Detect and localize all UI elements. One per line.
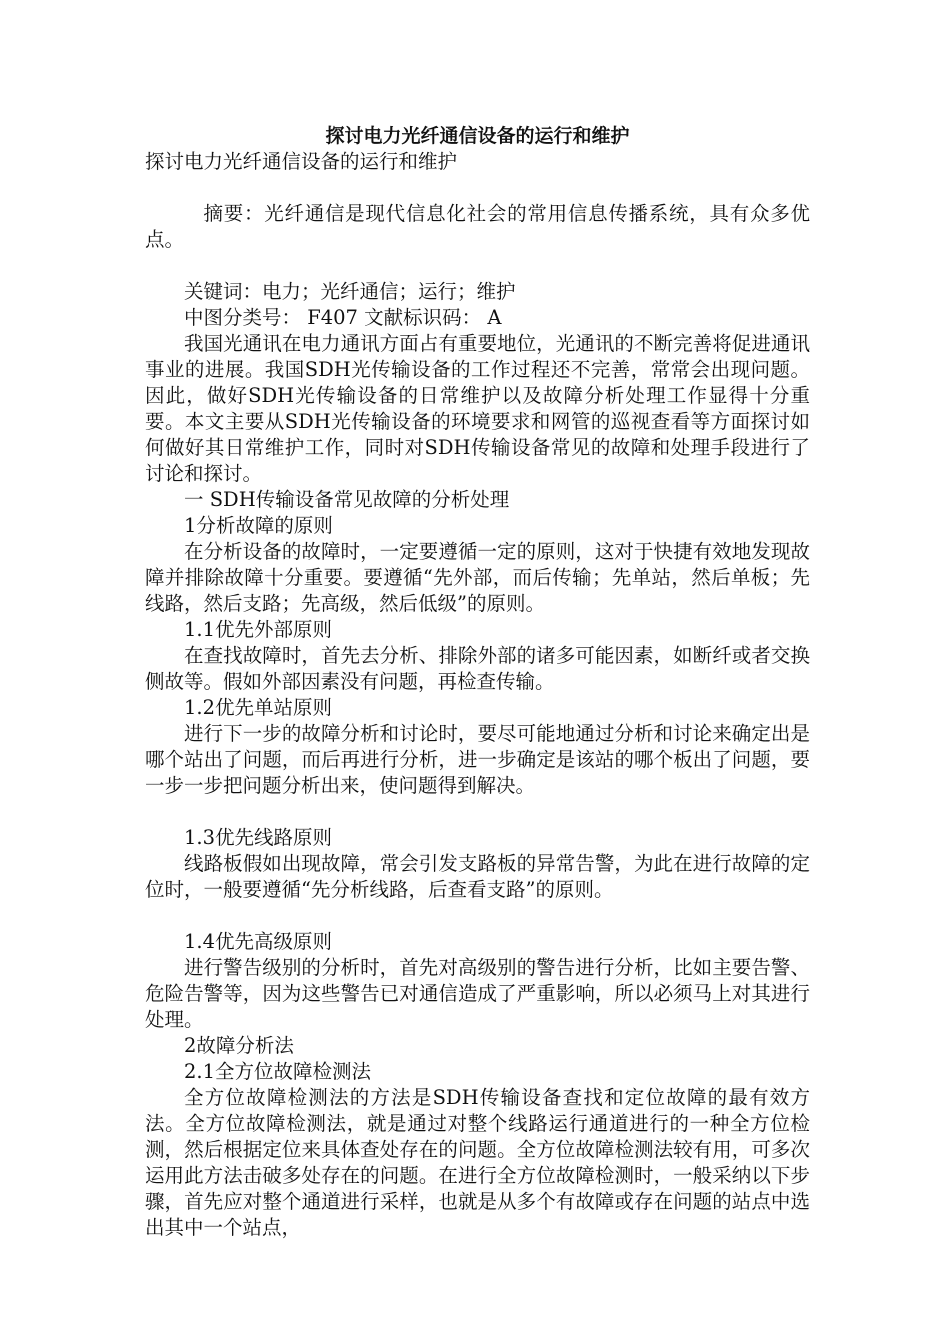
intro-paragraph: 我国光通讯在电力通讯方面占有重要地位，光通讯的不断完善将促进通讯事业的进展。我国SDH光传输设备的工作过程还不完善，常常会出现问题。因此，做好SDH光传输设备的日常维护以及故障分析处理工作显得十分重要。本文主要从SDH光传输设备的环境要求和网管的巡视查看等方面探讨如何做好其日常维护工作，同时对SDH传输设备常见的故障和处理手段进行了讨论和探讨。	[145, 332, 810, 485]
document-subtitle: 探讨电力光纤通信设备的运行和维护	[145, 150, 458, 173]
blank-line	[145, 903, 810, 929]
blank-line	[145, 799, 810, 825]
classification-line: 中图分类号： F407 文献标识码： A	[184, 306, 502, 329]
blank-line	[145, 253, 810, 279]
subsection-heading: 1.3优先线路原则	[184, 826, 333, 849]
section-heading: 一 SDH传输设备常见故障的分析处理	[184, 488, 510, 511]
subsection-heading: 2故障分析法	[184, 1034, 294, 1057]
document-body	[145, 123, 810, 1241]
subsection-heading: 1.2优先单站原则	[184, 696, 333, 719]
abstract-paragraph: 摘要：光纤通信是现代信息化社会的常用信息传播系统，具有众多优点。	[145, 202, 810, 251]
subsection-heading: 1.1优先外部原则	[184, 618, 333, 641]
body-paragraph: 进行下一步的故障分析和讨论时，要尽可能地通过分析和讨论来确定出是哪个站出了问题，而后再进行分析，进一步确定是该站的哪个板出了问题，要一步一步把问题分析出来，使问题得到解决。	[145, 722, 810, 797]
blank-line	[145, 175, 810, 201]
body-paragraph: 在查找故障时，首先去分析、排除外部的诸多可能因素，如断纤或者交换侧故等。假如外部因素没有问题，再检查传输。	[145, 644, 810, 693]
body-paragraph: 全方位故障检测法的方法是SDH传输设备查找和定位故障的最有效方法。全方位故障检测法，就是通过对整个线路运行通道进行的一种全方位检测，然后根据定位来具体查处存在的问题。全方位故障检测法较有用，可多次运用此方法击破多处存在的问题。在进行全方位故障检测时，一般采纳以下步骤，首先应对整个通道进行采样，也就是从多个有故障或存在问题的站点中选出其中一个站点，	[145, 1086, 810, 1239]
subsection-heading: 1.4优先高级原则	[184, 930, 333, 953]
subsection-heading: 2.1全方位故障检测法	[184, 1060, 372, 1083]
body-paragraph: 在分析设备的故障时，一定要遵循一定的原则，这对于快捷有效地发现故障并排除故障十分重要。要遵循“先外部，而后传输；先单站，然后单板；先线路，然后支路；先高级，然后低级”的原则。	[145, 540, 810, 615]
body-paragraph: 线路板假如出现故障，常会引发支路板的异常告警，为此在进行故障的定位时，一般要遵循“先分析线路，后查看支路”的原则。	[145, 852, 810, 901]
keywords-line: 关键词：电力；光纤通信；运行；维护	[184, 280, 516, 303]
document-title: 探讨电力光纤通信设备的运行和维护	[325, 125, 630, 147]
body-paragraph: 进行警告级别的分析时，首先对高级别的警告进行分析，比如主要告警、危险告警等，因为这些警告已对通信造成了严重影响，所以必须马上对其进行处理。	[145, 956, 810, 1031]
subsection-heading: 1分析故障的原则	[184, 514, 333, 537]
